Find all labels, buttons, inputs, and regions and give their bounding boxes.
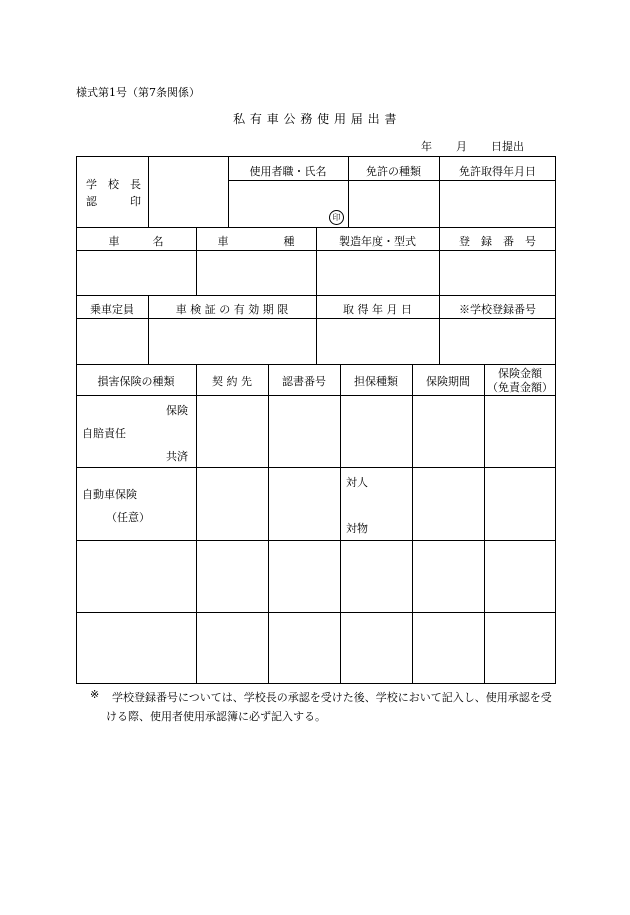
form-reference: 様式第1号（第7条関係） (76, 86, 200, 99)
footnote: 学校登録番号については、学校長の承認を受けた後、学校において記入し、使用承認を受ける際、使用者使用承認簿に必ず記入する。 (106, 691, 552, 723)
voluntary-sub-label: （任意） (106, 511, 150, 524)
principal-seal-label: 認 印 (86, 195, 141, 208)
insured-amount-header: 保険金額 (498, 367, 542, 380)
user-name-header: 使用者職・氏名 (249, 165, 327, 178)
jibaiseki-label: 自賠責任 (82, 427, 126, 440)
seal-stamp-mark: 印 (329, 210, 344, 225)
inspection-validity-header: 車 検 証 の 有 効 期 限 (175, 303, 289, 316)
jibaiseki-kyosai-label: 共済 (166, 450, 188, 463)
license-date-header: 免許取得年月日 (459, 165, 536, 178)
date-month-label: 月 (456, 140, 467, 153)
jibaiseki-hoken-label: 保険 (166, 404, 188, 417)
certificate-number-header: 認書番号 (282, 375, 326, 388)
vehicle-name-header: 車 名 (108, 235, 164, 248)
manufacture-year-header: 製造年度・型式 (339, 235, 416, 248)
school-registration-header: ※学校登録番号 (459, 303, 536, 316)
capacity-header: 乗車定員 (90, 303, 134, 316)
principal-label: 学 校 長 (86, 178, 141, 191)
page-title: 私 有 車 公 務 使 用 届 出 書 (233, 112, 397, 126)
bodily-injury-label: 対人 (346, 476, 368, 489)
acquisition-date-header: 取 得 年 月 日 (343, 303, 412, 316)
insurance-type-header: 損害保険の種類 (97, 375, 175, 388)
coverage-type-header: 担保種類 (354, 375, 398, 388)
insurance-period-header: 保険期間 (426, 375, 470, 388)
license-type-header: 免許の種類 (366, 165, 421, 178)
voluntary-insurance-label: 自動車保険 (82, 488, 137, 501)
property-damage-label: 対物 (346, 522, 368, 535)
vehicle-type-header: 車 種 (217, 235, 295, 248)
registration-number-header: 登 録 番 号 (459, 235, 536, 248)
deductible-header: （免責金額） (487, 381, 553, 394)
date-day-label: 日提出 (491, 140, 524, 153)
contractor-header: 契 約 先 (212, 375, 252, 388)
date-year-label: 年 (421, 140, 432, 153)
note-mark: ※ (90, 688, 100, 701)
